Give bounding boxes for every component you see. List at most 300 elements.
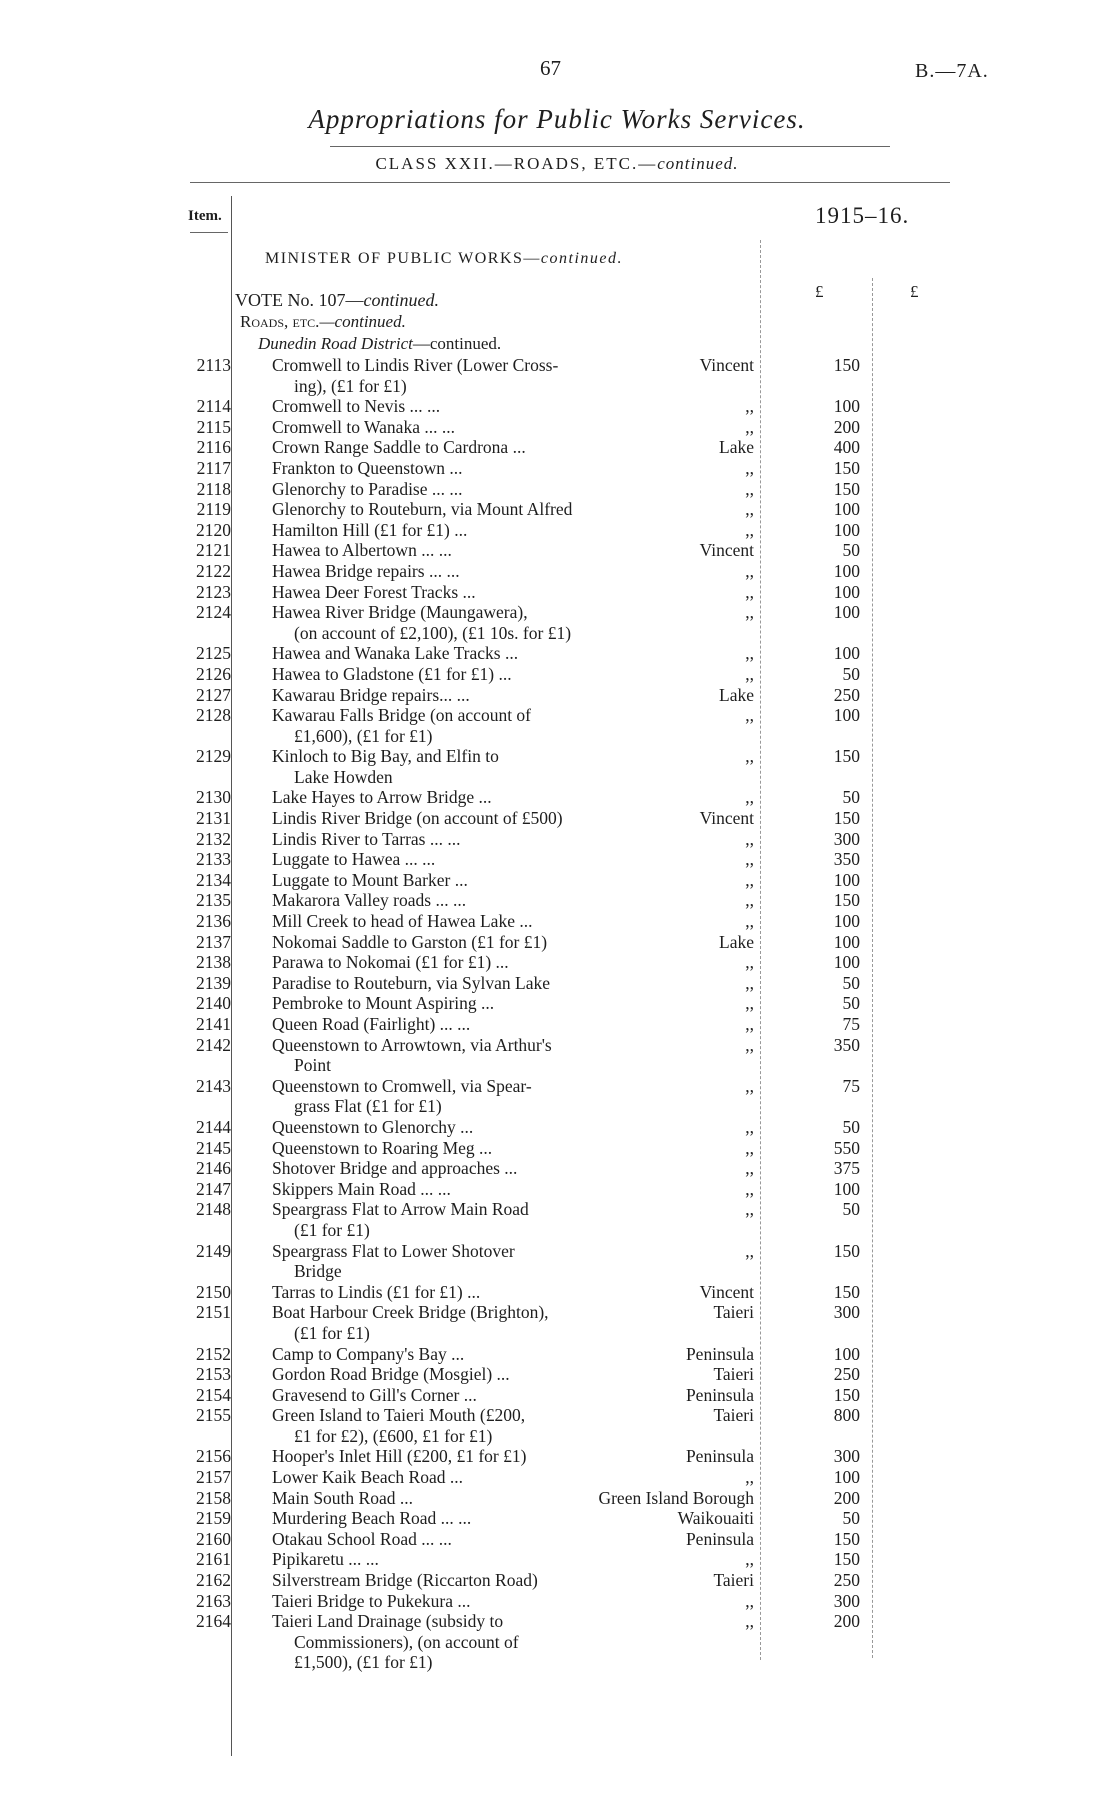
amount: 150	[833, 1549, 860, 1570]
roads-heading	[240, 312, 406, 332]
district-heading-text: Dunedin Road District	[258, 334, 413, 353]
electorate: ,,	[745, 1590, 754, 1611]
item-description	[272, 705, 617, 746]
table-row	[0, 890, 1114, 911]
item-number: 2127	[196, 684, 231, 705]
description-line: Lower Kaik Beach Road ...	[272, 1467, 463, 1488]
electorate: Lake	[719, 931, 754, 952]
amount: 75	[842, 1075, 860, 1096]
amount: 100	[833, 560, 860, 581]
item-number: 2157	[196, 1467, 231, 1488]
item-header-rule	[190, 232, 228, 233]
item-description	[272, 973, 617, 994]
item-number: 2128	[196, 705, 231, 726]
table-row	[0, 787, 1114, 808]
description-continuation: Commissioners), (on account of	[294, 1631, 519, 1652]
amount: 50	[842, 993, 860, 1014]
year-column-header: 1915–16.	[815, 203, 910, 228]
amount: 150	[833, 1240, 860, 1261]
table-row	[0, 932, 1114, 953]
item-number: 2134	[196, 869, 231, 890]
table-row	[0, 829, 1114, 850]
amount: 375	[833, 1158, 860, 1179]
document-reference: B.—7A.	[915, 60, 989, 82]
table-row	[0, 849, 1114, 870]
item-description	[272, 849, 617, 870]
item-description	[272, 1405, 617, 1446]
currency-symbol-1: £	[815, 282, 824, 301]
item-number: 2115	[196, 416, 231, 437]
item-description	[272, 932, 617, 953]
amount: 100	[833, 869, 860, 890]
description-line: Lindis River Bridge (on account of £500)	[272, 808, 563, 829]
electorate: ,,	[745, 663, 754, 684]
item-number: 2142	[196, 1034, 231, 1055]
electorate: Peninsula	[685, 1343, 754, 1364]
description-line: Main South Road ...	[272, 1487, 413, 1508]
table-row	[0, 685, 1114, 706]
amount: 100	[833, 519, 860, 540]
item-description	[272, 1076, 617, 1117]
amount: 300	[833, 828, 860, 849]
item-description	[272, 1014, 617, 1035]
item-number: 2162	[196, 1570, 231, 1591]
item-description	[272, 1241, 617, 1282]
item-number: 2140	[196, 993, 231, 1014]
description-line: Taieri Land Drainage (subsidy to	[272, 1611, 504, 1632]
item-number: 2158	[196, 1487, 231, 1508]
amount: 150	[833, 1281, 860, 1302]
item-number: 2120	[196, 519, 231, 540]
description-line: Speargrass Flat to Arrow Main Road	[272, 1199, 529, 1220]
description-continuation: Bridge	[294, 1261, 342, 1282]
item-description	[272, 787, 617, 808]
amount: 150	[833, 457, 860, 478]
item-number: 2114	[196, 396, 231, 417]
table-row	[0, 1179, 1114, 1200]
item-number: 2161	[196, 1549, 231, 1570]
item-description	[272, 993, 617, 1014]
amount: 100	[833, 1178, 860, 1199]
district-heading	[258, 334, 501, 354]
electorate: ,,	[745, 499, 754, 520]
class-subtitle-continued: continued.	[657, 154, 739, 173]
item-number: 2137	[196, 931, 231, 952]
table-row	[0, 1364, 1114, 1385]
roads-heading-continued: —continued.	[319, 312, 406, 331]
description-line: Kinloch to Big Bay, and Elfin to	[272, 746, 499, 767]
item-description	[272, 952, 617, 973]
table-row	[0, 1076, 1114, 1117]
electorate: ,,	[745, 1240, 754, 1261]
item-description	[272, 1385, 617, 1406]
item-number: 2150	[196, 1281, 231, 1302]
item-number: 2148	[196, 1199, 231, 1220]
description-line: Queenstown to Arrowtown, via Arthur's	[272, 1034, 552, 1055]
amount: 200	[833, 1611, 860, 1632]
table-row	[0, 1302, 1114, 1343]
electorate: ,,	[745, 1034, 754, 1055]
description-line: Gordon Road Bridge (Mosgiel) ...	[272, 1364, 510, 1385]
electorate: Peninsula	[685, 1384, 754, 1405]
table-row	[0, 1405, 1114, 1446]
district-heading-continued: —continued.	[412, 334, 502, 353]
item-description	[272, 437, 617, 458]
electorate: ,,	[745, 1549, 754, 1570]
item-description	[272, 911, 617, 932]
amount: 50	[842, 540, 860, 561]
description-line: Hooper's Inlet Hill (£200, £1 for £1)	[272, 1446, 527, 1467]
description-line: Queenstown to Glenorchy ...	[272, 1116, 474, 1137]
table-row	[0, 664, 1114, 685]
table-row	[0, 911, 1114, 932]
item-description	[272, 499, 617, 520]
electorate: Vincent	[699, 540, 754, 561]
electorate: ,,	[745, 952, 754, 973]
amount: 75	[842, 1014, 860, 1034]
item-number: 2124	[196, 602, 231, 623]
item-description	[272, 1138, 617, 1159]
item-description	[272, 582, 617, 603]
item-number: 2151	[196, 1302, 231, 1323]
header-top-rule	[190, 182, 950, 183]
class-subtitle	[0, 154, 1114, 174]
description-line: Frankton to Queenstown ...	[272, 457, 463, 478]
description-continuation: (£1 for £1)	[294, 1219, 370, 1240]
item-number: 2164	[196, 1611, 231, 1632]
item-description	[272, 561, 617, 582]
item-number: 2133	[196, 849, 231, 870]
description-line: Boat Harbour Creek Bridge (Brighton),	[272, 1302, 549, 1323]
item-description	[272, 870, 617, 891]
item-description	[272, 1611, 617, 1673]
item-number: 2156	[196, 1446, 231, 1467]
description-line: Hawea Bridge repairs ... ...	[272, 560, 460, 581]
item-description	[272, 1199, 617, 1240]
item-number: 2147	[196, 1178, 231, 1199]
description-line: Cromwell to Nevis ... ...	[272, 396, 441, 417]
item-description	[272, 808, 617, 829]
description-line: Taieri Bridge to Pukekura ...	[272, 1590, 471, 1611]
description-continuation: grass Flat (£1 for £1)	[294, 1096, 442, 1117]
electorate: Green Island Borough	[598, 1487, 754, 1508]
vote-heading-continued: continued.	[363, 290, 439, 310]
description-line: Pipikaretu ... ...	[272, 1549, 379, 1570]
description-line: Hawea and Wanaka Lake Tracks ...	[272, 643, 519, 664]
item-number: 2160	[196, 1528, 231, 1549]
item-description	[272, 829, 617, 850]
amount: 150	[833, 746, 860, 767]
item-number: 2126	[196, 663, 231, 684]
item-description	[272, 1488, 617, 1509]
electorate: ,,	[745, 1467, 754, 1488]
description-line: Otakau School Road ... ...	[272, 1528, 452, 1549]
amount: 150	[833, 355, 860, 375]
electorate: ,,	[745, 993, 754, 1014]
item-description	[272, 685, 617, 706]
electorate: ,,	[745, 911, 754, 932]
electorate: ,,	[745, 890, 754, 911]
description-line: Parawa to Nokomai (£1 for £1) ...	[272, 952, 509, 973]
item-number: 2118	[196, 478, 231, 499]
item-number: 2116	[196, 437, 231, 458]
item-number: 2117	[196, 457, 231, 478]
item-description	[272, 540, 617, 561]
item-number: 2139	[196, 972, 231, 993]
item-number: 2125	[196, 643, 231, 664]
electorate: ,,	[745, 1116, 754, 1137]
amount: 50	[842, 1199, 860, 1220]
description-continuation: (on account of £2,100), (£1 10s. for £1)	[294, 622, 572, 643]
amount: 100	[833, 499, 860, 520]
electorate: Taieri	[713, 1302, 754, 1323]
item-number: 2155	[196, 1405, 231, 1426]
table-row	[0, 1241, 1114, 1282]
table-row	[0, 993, 1114, 1014]
item-description	[272, 1570, 617, 1591]
table-row	[0, 1488, 1114, 1509]
amount: 150	[833, 478, 860, 499]
amount: 100	[833, 952, 860, 973]
amount: 300	[833, 1302, 860, 1323]
description-line: Speargrass Flat to Lower Shotover	[272, 1240, 515, 1261]
description-continuation: Point	[294, 1055, 331, 1076]
description-line: Hawea to Gladstone (£1 for £1) ...	[272, 663, 512, 684]
description-line: Green Island to Taieri Mouth (£200,	[272, 1405, 526, 1426]
electorate: ,,	[745, 705, 754, 726]
item-description	[272, 1529, 617, 1550]
item-description	[272, 417, 617, 438]
table-row	[0, 602, 1114, 643]
amount: 50	[842, 1508, 860, 1529]
table-row	[0, 746, 1114, 787]
electorate: ,,	[745, 396, 754, 417]
item-description	[272, 355, 617, 396]
description-line: Skippers Main Road ... ...	[272, 1178, 451, 1199]
electorate: Vincent	[699, 355, 754, 375]
electorate: Taieri	[713, 1405, 754, 1426]
table-row	[0, 1467, 1114, 1488]
electorate: ,,	[745, 581, 754, 602]
description-line: Shotover Bridge and approaches ...	[272, 1158, 518, 1179]
item-description	[272, 1344, 617, 1365]
amount: 200	[833, 416, 860, 437]
item-description	[272, 520, 617, 541]
item-number: 2136	[196, 911, 231, 932]
electorate: ,,	[745, 1075, 754, 1096]
amount: 150	[833, 890, 860, 911]
electorate: Peninsula	[685, 1446, 754, 1467]
table-row	[0, 582, 1114, 603]
item-number: 2144	[196, 1116, 231, 1137]
electorate: ,,	[745, 457, 754, 478]
description-line: Hamilton Hill (£1 for £1) ...	[272, 519, 468, 540]
amount: 100	[833, 602, 860, 623]
description-continuation: ing), (£1 for £1)	[294, 375, 407, 396]
description-line: Hawea River Bridge (Maungawera),	[272, 602, 528, 623]
electorate: ,,	[745, 1611, 754, 1632]
amount: 250	[833, 684, 860, 705]
amount: 300	[833, 1446, 860, 1467]
description-line: Tarras to Lindis (£1 for £1) ...	[272, 1281, 481, 1302]
table-row	[0, 1282, 1114, 1303]
minister-heading-continued: continued.	[540, 250, 623, 267]
item-number: 2122	[196, 560, 231, 581]
description-line: Pembroke to Mount Aspiring ...	[272, 993, 495, 1014]
item-description	[272, 746, 617, 787]
electorate: ,,	[745, 643, 754, 664]
description-line: Gravesend to Gill's Corner ...	[272, 1384, 477, 1405]
appropriations-table	[0, 355, 1114, 1673]
electorate: ,,	[745, 1158, 754, 1179]
table-row	[0, 952, 1114, 973]
description-line: Hawea Deer Forest Tracks ...	[272, 581, 476, 602]
table-row	[0, 973, 1114, 994]
electorate: ,,	[745, 869, 754, 890]
table-row	[0, 540, 1114, 561]
amount: 350	[833, 849, 860, 870]
description-continuation: £1,500), (£1 for £1)	[294, 1652, 433, 1673]
item-number: 2152	[196, 1343, 231, 1364]
table-row	[0, 643, 1114, 664]
item-description	[272, 1467, 617, 1488]
table-row	[0, 1158, 1114, 1179]
item-number: 2149	[196, 1240, 231, 1261]
item-number: 2113	[196, 355, 231, 375]
amount: 100	[833, 705, 860, 726]
description-line: Paradise to Routeburn, via Sylvan Lake	[272, 972, 550, 993]
page-number: 67	[540, 56, 561, 80]
description-line: Luggate to Hawea ... ...	[272, 849, 436, 870]
amount: 100	[833, 931, 860, 952]
amount: 100	[833, 581, 860, 602]
description-line: Silverstream Bridge (Riccarton Road)	[272, 1570, 538, 1591]
item-description	[272, 643, 617, 664]
item-description	[272, 1158, 617, 1179]
page-title: Appropriations for Public Works Services.	[308, 104, 806, 134]
item-number: 2163	[196, 1590, 231, 1611]
electorate: Waikouaiti	[677, 1508, 754, 1529]
item-number: 2123	[196, 581, 231, 602]
electorate: ,,	[745, 849, 754, 870]
amount: 100	[833, 643, 860, 664]
amount: 100	[833, 1343, 860, 1364]
electorate: ,,	[745, 519, 754, 540]
amount: 50	[842, 787, 860, 808]
item-number: 2135	[196, 890, 231, 911]
amount: 150	[833, 808, 860, 829]
description-line: Queenstown to Roaring Meg ...	[272, 1137, 493, 1158]
electorate: Taieri	[713, 1570, 754, 1591]
description-continuation: (£1 for £1)	[294, 1322, 370, 1343]
amount: 50	[842, 1116, 860, 1137]
item-description	[272, 1364, 617, 1385]
table-row	[0, 499, 1114, 520]
amount: 200	[833, 1487, 860, 1508]
class-subtitle-text: CLASS XXII.—ROADS, ETC.—	[375, 154, 658, 173]
table-row	[0, 1611, 1114, 1673]
description-line: Murdering Beach Road ... ...	[272, 1508, 472, 1529]
description-continuation: Lake Howden	[294, 766, 393, 787]
electorate: ,,	[745, 787, 754, 808]
amount: 50	[842, 972, 860, 993]
description-line: Nokomai Saddle to Garston (£1 for £1)	[272, 931, 548, 952]
amount: 150	[833, 1384, 860, 1405]
item-number: 2154	[196, 1384, 231, 1405]
description-line: Queenstown to Cromwell, via Spear-	[272, 1075, 532, 1096]
table-row	[0, 355, 1114, 396]
item-number: 2141	[196, 1014, 231, 1034]
table-row	[0, 1199, 1114, 1240]
description-line: Queen Road (Fairlight) ... ...	[272, 1014, 471, 1034]
item-description	[272, 664, 617, 685]
description-line: Glenorchy to Paradise ... ...	[272, 478, 463, 499]
item-description	[272, 890, 617, 911]
amount: 400	[833, 437, 860, 458]
description-line: Cromwell to Wanaka ... ...	[272, 416, 455, 437]
amount: 250	[833, 1364, 860, 1385]
description-continuation: £1 for £2), (£600, £1 for £1)	[294, 1425, 493, 1446]
description-line: Kawarau Bridge repairs... ...	[272, 684, 470, 705]
table-row	[0, 1446, 1114, 1467]
item-description	[272, 1508, 617, 1529]
electorate: ,,	[745, 478, 754, 499]
item-number: 2129	[196, 746, 231, 767]
description-line: Hawea to Albertown ... ...	[272, 540, 452, 561]
item-description	[272, 479, 617, 500]
amount: 150	[833, 1528, 860, 1549]
item-number: 2131	[196, 808, 231, 829]
item-description	[272, 1549, 617, 1570]
item-number: 2159	[196, 1508, 231, 1529]
item-description	[272, 1591, 617, 1612]
description-continuation: £1,600), (£1 for £1)	[294, 725, 433, 746]
roads-heading-text: Roads, etc.	[240, 312, 320, 331]
description-line: Glenorchy to Routeburn, via Mount Alfred	[272, 499, 573, 520]
electorate: ,,	[745, 1014, 754, 1034]
item-description	[272, 396, 617, 417]
description-line: Luggate to Mount Barker ...	[272, 869, 468, 890]
minister-heading	[265, 250, 623, 268]
electorate: Lake	[719, 684, 754, 705]
amount: 800	[833, 1405, 860, 1426]
description-line: Camp to Company's Bay ...	[272, 1343, 465, 1364]
description-line: Lindis River to Tarras ... ...	[272, 828, 461, 849]
vote-heading	[235, 290, 439, 311]
electorate: ,,	[745, 1199, 754, 1220]
electorate: Lake	[719, 437, 754, 458]
electorate: ,,	[745, 416, 754, 437]
electorate: Taieri	[713, 1364, 754, 1385]
item-number: 2146	[196, 1158, 231, 1179]
table-row	[0, 1385, 1114, 1406]
electorate: ,,	[745, 746, 754, 767]
item-number: 2143	[196, 1075, 231, 1096]
electorate: ,,	[745, 972, 754, 993]
item-number: 2153	[196, 1364, 231, 1385]
amount: 550	[833, 1137, 860, 1158]
table-row	[0, 1035, 1114, 1076]
electorate: ,,	[745, 560, 754, 581]
amount: 250	[833, 1570, 860, 1591]
electorate: Vincent	[699, 1281, 754, 1302]
item-description	[272, 1302, 617, 1343]
item-description	[272, 1179, 617, 1200]
table-row	[0, 479, 1114, 500]
table-row	[0, 808, 1114, 829]
description-line: Mill Creek to head of Hawea Lake ...	[272, 911, 533, 932]
amount: 100	[833, 396, 860, 417]
